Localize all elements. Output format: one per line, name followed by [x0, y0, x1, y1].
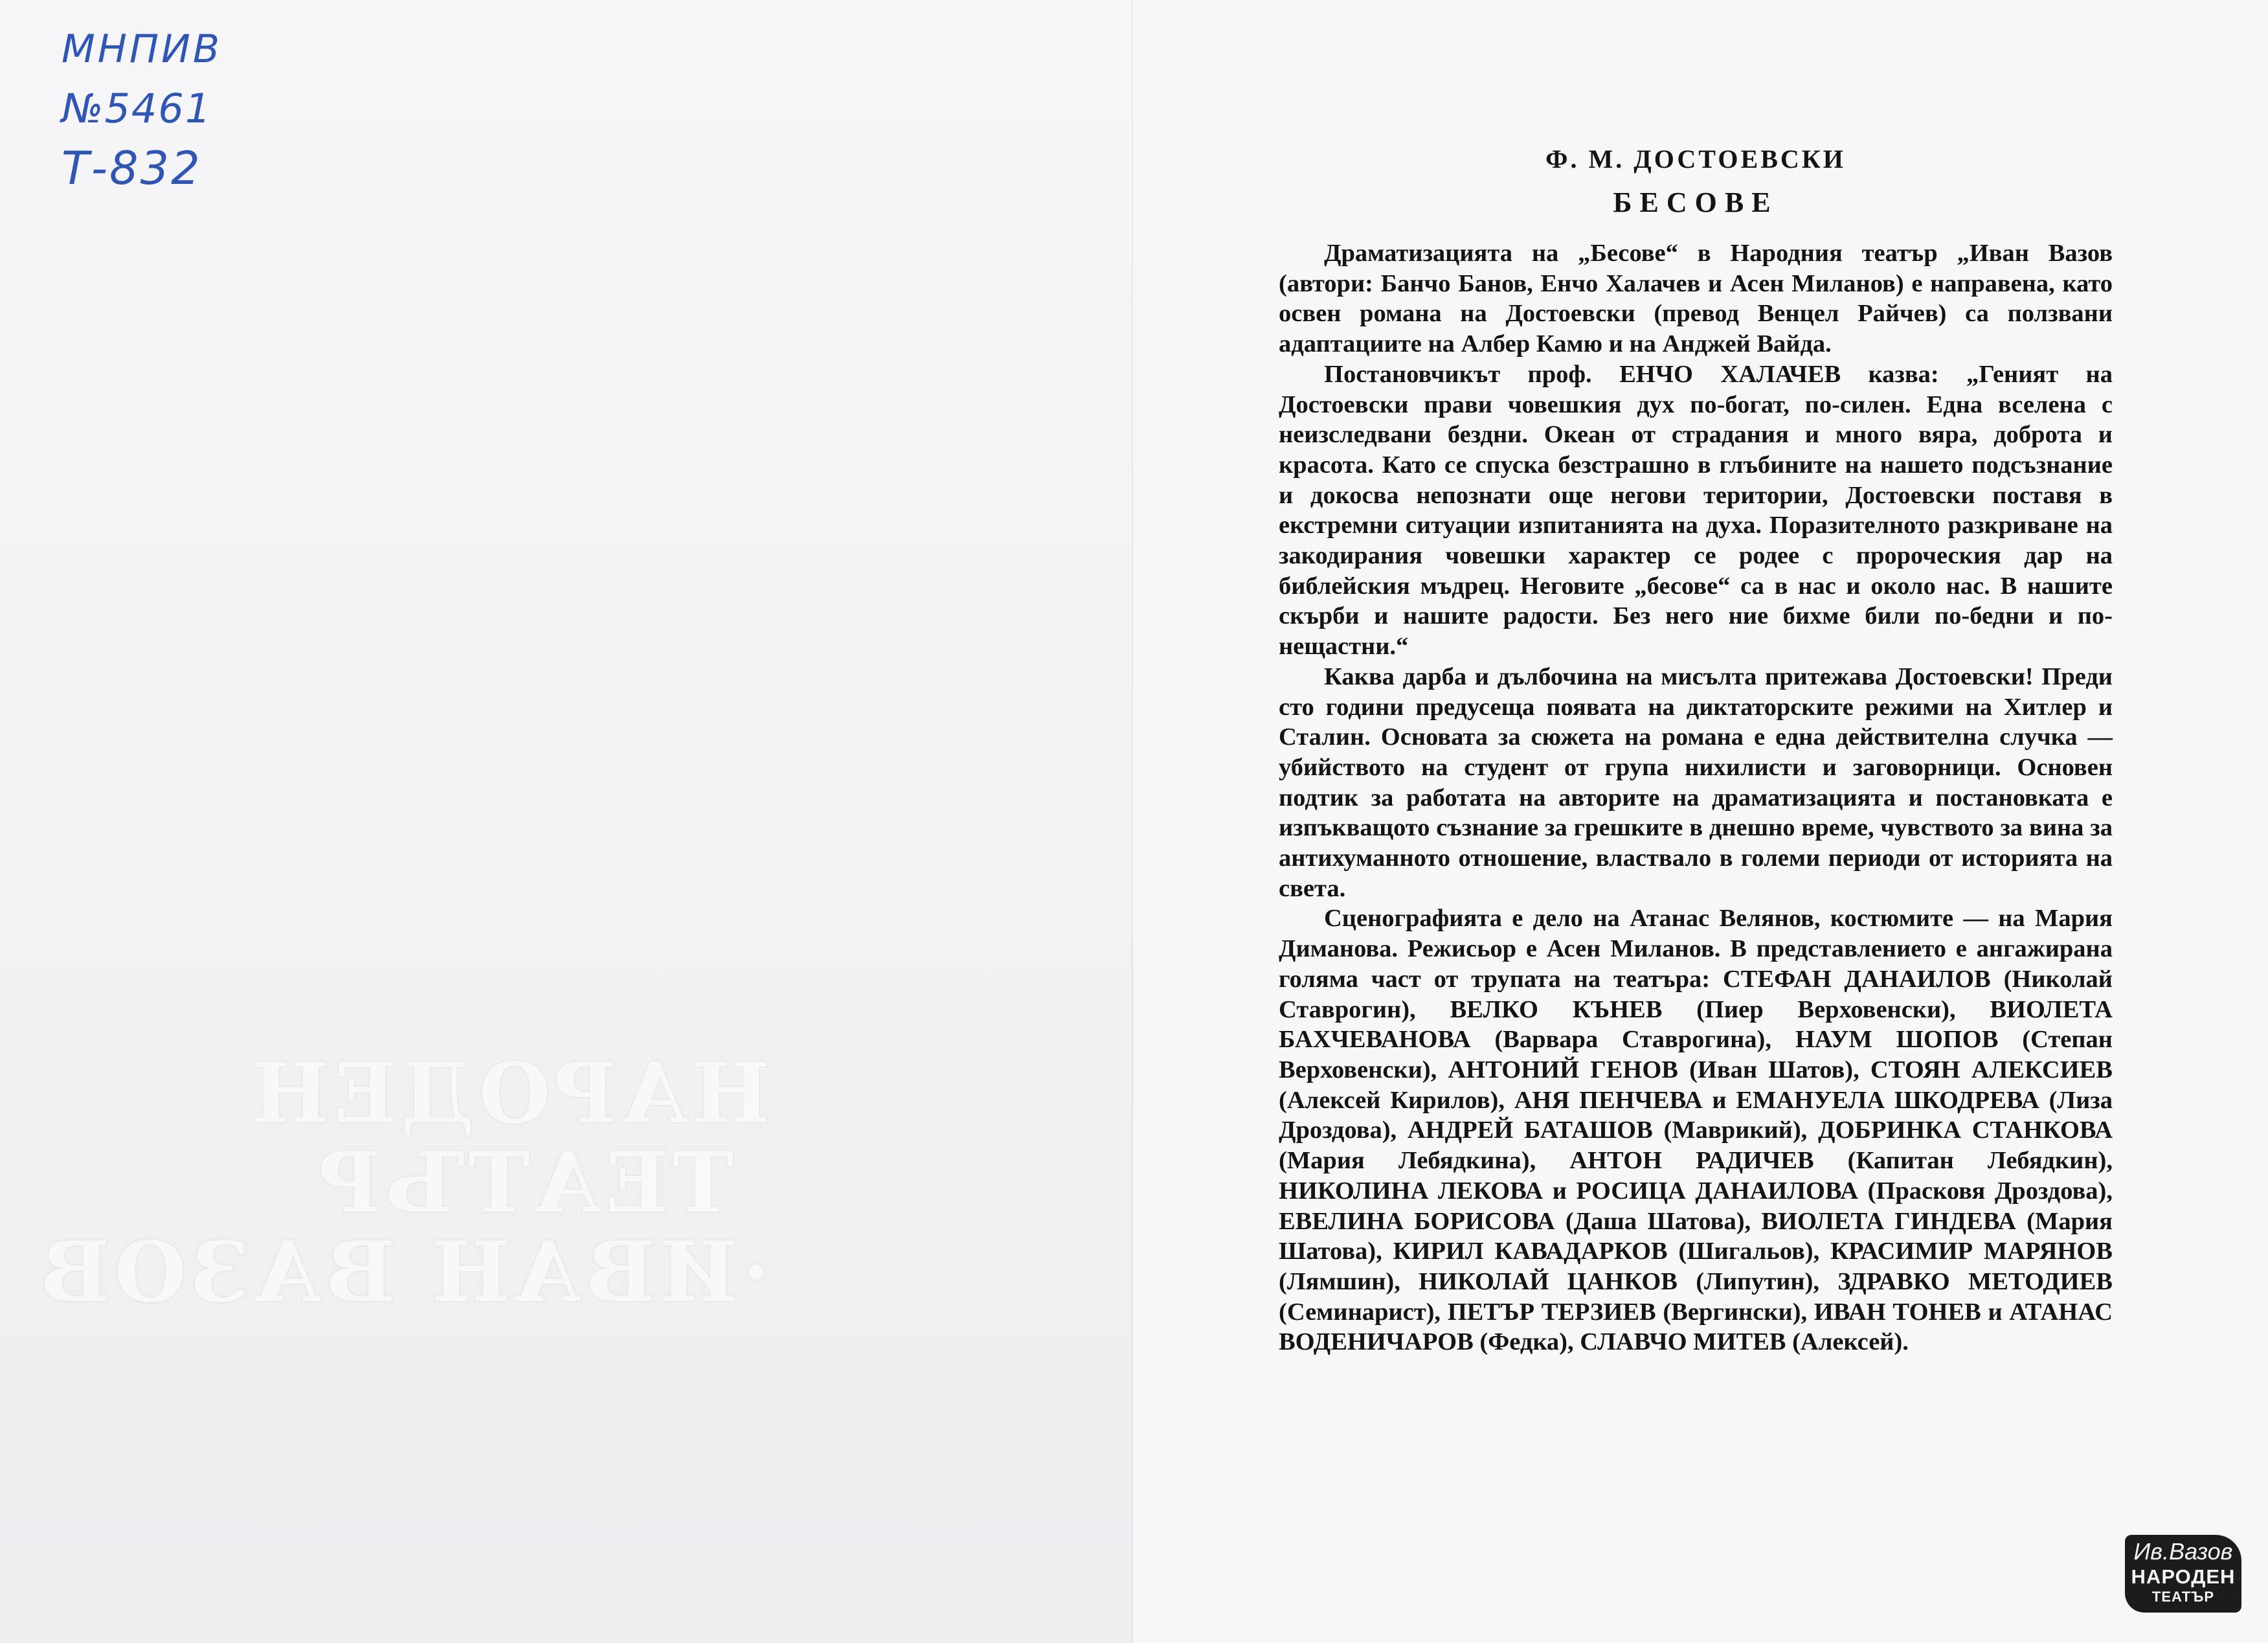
- archive-note-line: Т-832: [62, 142, 202, 195]
- logo-word-teatar: ТЕАТЪР: [2151, 1589, 2215, 1605]
- watermark-line: ТЕАТЪР: [315, 1135, 734, 1232]
- article: [1279, 130, 2113, 1357]
- article-paragraph: Драматизацията на „Бесове“ в Народния театър „Иван Вазов (автори: Банчо Банов, Енчо Халачев и Асен Миланов) е направена, като освен романа на Достоевски (превод Венцел Райчев) са ползвани адаптациите на Албер Камю и на Анджей Вайда.: [1279, 240, 2113, 358]
- watermark-line: ·ИВАН ВАЗОВ: [36, 1224, 770, 1321]
- article-title: БЕСОВЕ: [1613, 187, 1779, 218]
- article-paragraph: Постановчикът проф. ЕНЧО ХАЛАЧЕВ казва: „Геният на Достоевски прави човешкия дух по-богат, по-силен. Една вселена с неизследвани бездни. Океан от страдания и много вяра, доброта и красота. Като се спуска безстрашно в глъбините на нашето подсъзнание и докосва непознати още негови територии, Достоевски поставя в екстремни ситуации изпитанията на духа. Поразителното разкриване на закодирания човешки характер се родее с пророческия дар на библейския мъдрец. Неговите „бесове“ са в нас и около нас. В нашите скърби и нашите радости. Без него ние бихме били по-бедни и по-нещастни.“: [1279, 360, 2113, 661]
- article-paragraph: Сценографията е дело на Атанас Велянов, костюмите — на Мария Диманова. Режисьор е Асен Миланов. В представлението е ангажирана голяма част от трупата на театъра: СТЕФАН ДАНАИЛОВ (Николай Ставрогин), ВЕЛКО КЪНЕВ (Пиер Верховенски), ВИОЛЕТА БАХЧЕВАНОВА (Варвара Ставрогина), НАУМ ШОПОВ (Степан Верховенски), АНТОНИЙ ГЕНОВ (Иван Шатов), СТОЯН АЛЕКСИЕВ (Алексей Кирилов), АНЯ ПЕНЧЕВА и ЕМАНУЕЛА ШКОДРЕВА (Лиза Дроздова), АНДРЕЙ БАТАШОВ (Маврикий), ДОБРИНКА СТАНКОВА (Мария Лебядкина), АНТОН РАДИЧЕВ (Капитан Лебядкин), НИКОЛИНА ЛЕКОВА и РОСИЦА ДАНАИЛОВА (Прасковя Дроздова), ЕВЕЛИНА БОРИСОВА (Даша Шатова), ВИОЛЕТА ГИНДЕВА (Мария Шатова), КИРИЛ КАВАДАРКОВ (Шигальов), КРАСИМИР МАРЯНОВ (Лямшин), НИКОЛАЙ ЦАНКОВ (Липутин), ЗДРАВКО МЕТОДИЕВ (Семинарист), ПЕТЪР ТЕРЗИЕВ (Вергински), ИВАН ТОНЕВ и АТАНАС ВОДЕНИЧАРОВ (Федка), СЛАВЧО МИТЕВ (Алексей).: [1279, 905, 2113, 1356]
- logo-signature: Ив.Вазов: [2133, 1538, 2233, 1565]
- theatre-logo-stamp: [2125, 1535, 2241, 1613]
- article-paragraph: Каква дарба и дълбочина на мисълта притежава Достоевски! Преди сто години предусеща появата на диктаторските режими на Хитлер и Сталин. Основата за сюжета на романа е една действителна случка — убийството на студент от група нихилисти и заговорници. Основен подтик за работата на авторите на драматизацията и постановката е изпъкващото съзнание за грешките в днешно време, чувството за вина за антихуманното отношение, властвало в големи периоди от историята на света.: [1279, 663, 2113, 902]
- mirrored-watermark-logo: [36, 1045, 770, 1328]
- archive-note-line: МНПИВ: [62, 27, 223, 72]
- logo-word-naroden: НАРОДЕН: [2131, 1565, 2236, 1588]
- article-author: Ф. М. ДОСТОЕВСКИ: [1545, 144, 1846, 174]
- handwritten-archive-note: [62, 19, 222, 198]
- left-page: [0, 0, 1133, 1643]
- archive-note-line: №5461: [62, 85, 212, 132]
- watermark-line: НАРОДЕН: [247, 1045, 770, 1142]
